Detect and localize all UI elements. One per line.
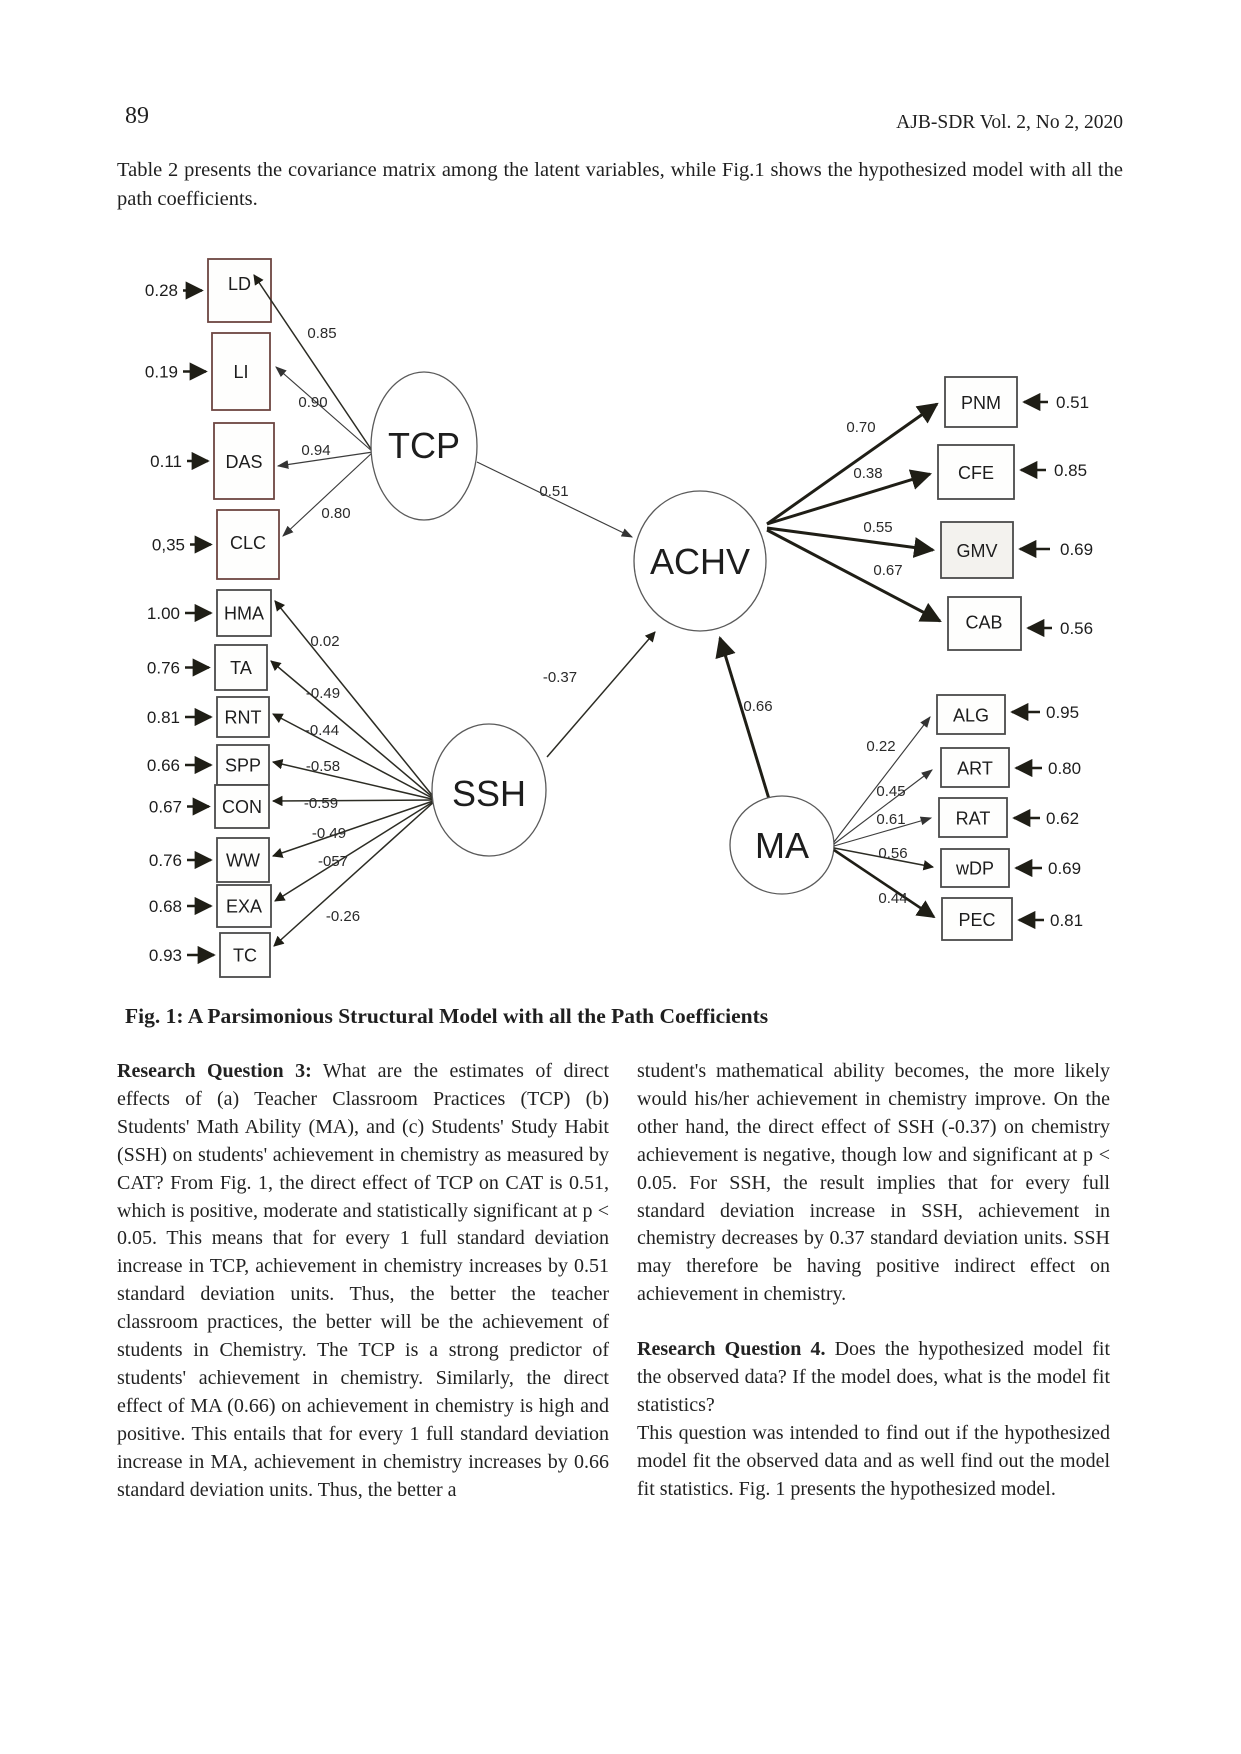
wdp-error-value: 0.69 bbox=[1048, 859, 1082, 878]
indicator-li bbox=[145, 333, 270, 410]
indicator-ww bbox=[149, 838, 269, 882]
tcp-das-loading: 0.94 bbox=[301, 442, 331, 459]
clc-error-value: 0,35 bbox=[151, 535, 185, 555]
indicator-exa bbox=[149, 885, 271, 927]
right-text-column bbox=[637, 1058, 1110, 1504]
gmv-error-value: 0.69 bbox=[1060, 540, 1094, 559]
ssh-latent-label: SSH bbox=[451, 773, 527, 814]
ssh-ta-line bbox=[271, 661, 436, 800]
spp-label: SPP bbox=[224, 755, 262, 776]
ssh-hma-line bbox=[275, 601, 436, 800]
rq4-text2: This question was intended to find out if the hypothesized model fit the observed data and as well find out the model fit statistics. Fig. 1 presents the hypothesized model. bbox=[637, 1421, 1110, 1500]
tc-label: TC bbox=[233, 945, 257, 966]
rq4-paragraph bbox=[637, 1336, 1110, 1503]
figure-caption: Fig. 1: A Parsimonious Structural Model with all the Path Coefficients bbox=[125, 1004, 769, 1028]
ssh-achv-path bbox=[547, 632, 655, 757]
pnm-label: PNM bbox=[961, 393, 1001, 413]
ssh-tc-loading: -0.26 bbox=[325, 908, 361, 925]
tcp-ld-loading: 0.85 bbox=[307, 325, 337, 342]
achv-cfe-line bbox=[767, 474, 930, 524]
gmv-label: GMV bbox=[956, 541, 998, 561]
li-error-value: 0.19 bbox=[144, 362, 178, 382]
cab-error-value: 0.56 bbox=[1060, 619, 1094, 638]
ssh-indicators bbox=[147, 590, 271, 977]
ma-indicators bbox=[834, 695, 1083, 940]
achv-cab-loading: 0.67 bbox=[873, 562, 903, 579]
hma-error-value: 1.00 bbox=[146, 604, 180, 623]
ma-achv-path bbox=[720, 638, 769, 799]
clc-label: CLC bbox=[229, 533, 267, 553]
pec-label: PEC bbox=[958, 910, 996, 930]
ma-latent-label: MA bbox=[755, 825, 809, 866]
cfe-label: CFE bbox=[958, 463, 994, 483]
ld-error-value: 0.28 bbox=[144, 281, 178, 300]
ma-rat-loading: 0.61 bbox=[876, 811, 906, 828]
li-label: LI bbox=[233, 362, 249, 382]
ssh-discussion-paragraph: student's mathematical ability becomes, the more likely would his/her achievement in chemistry improve. On the other hand, the direct effect of SSH (-0.37) on chemistry achievement is negative, though low and significant at p < 0.05. For SSH, the result implies that for every full standard deviation increase in SSH, achievement in chemistry decreases by 0.37 standard deviation units. SSH may therefore be having positive indirect effect on achievement in chemistry. bbox=[637, 1060, 1110, 1306]
ssh-con-line bbox=[273, 800, 436, 801]
achv-cab-line bbox=[767, 530, 940, 621]
page-number: 89 bbox=[125, 103, 149, 129]
tcp-clc-loading: 0.80 bbox=[321, 505, 351, 522]
rq4-text: Does the hypothesized model fit the observed data? If the model does, what is the model fit statistics? bbox=[637, 1338, 1110, 1416]
ssh-exa-line bbox=[275, 800, 436, 901]
left-text-column bbox=[117, 1058, 609, 1505]
con-error-value: 0.67 bbox=[148, 797, 182, 817]
wdp-label: wDP bbox=[955, 858, 995, 879]
alg-label: ALG bbox=[952, 705, 990, 726]
rq3-paragraph bbox=[117, 1058, 609, 1505]
das-error-value: 0.11 bbox=[150, 452, 182, 471]
indicator-das bbox=[150, 423, 274, 499]
con-label: CON bbox=[222, 797, 262, 817]
indicator-con bbox=[149, 785, 269, 828]
ssh-rnt-loading: -0.44 bbox=[304, 722, 340, 739]
rat-error-value: 0.62 bbox=[1046, 809, 1080, 828]
ssh-spp-loading: -0.58 bbox=[305, 758, 341, 775]
indicator-spp bbox=[147, 745, 269, 785]
spp-error-value: 0.66 bbox=[146, 756, 180, 775]
hma-label: HMA bbox=[224, 603, 264, 624]
achv-gmv-loading: 0.55 bbox=[863, 519, 893, 536]
tcp-achv-coefficient: 0.51 bbox=[539, 483, 569, 500]
intro-paragraph: Table 2 presents the covariance matrix among the latent variables, while Fig.1 shows the hypothesized model with all the path coefficients. bbox=[117, 159, 1123, 210]
ww-label: WW bbox=[226, 850, 260, 871]
ssh-ta-loading: -0.49 bbox=[305, 685, 341, 702]
ma-achv-coefficient: 0.66 bbox=[743, 698, 773, 715]
cfe-error-value: 0.85 bbox=[1054, 461, 1088, 480]
art-error-value: 0.80 bbox=[1048, 759, 1082, 778]
achv-indicators bbox=[767, 377, 1093, 650]
achv-gmv-line bbox=[767, 528, 933, 550]
cab-label: CAB bbox=[965, 612, 1003, 633]
achv-cfe-loading: 0.38 bbox=[853, 465, 883, 482]
ma-pec-loading: 0.44 bbox=[878, 890, 908, 907]
tcp-li-loading: 0.90 bbox=[298, 394, 328, 411]
ssh-exa-loading: -057 bbox=[317, 853, 349, 870]
ta-error-value: 0.76 bbox=[146, 658, 180, 678]
tcp-indicators bbox=[145, 259, 279, 579]
pec-error-value: 0.81 bbox=[1050, 911, 1084, 930]
latent-variables bbox=[371, 372, 834, 894]
indicator-ld bbox=[145, 259, 271, 322]
rq3-heading: Research Question 3: bbox=[117, 1060, 312, 1082]
rnt-error-value: 0.81 bbox=[146, 708, 180, 727]
ssh-spp-line bbox=[273, 762, 436, 800]
tcp-clc-line bbox=[283, 452, 373, 536]
alg-error-value: 0.95 bbox=[1046, 703, 1080, 722]
ma-art-line bbox=[834, 770, 932, 844]
rat-label: RAT bbox=[955, 808, 991, 829]
rq3-text: What are the estimates of direct effects of (a) Teacher Classroom Practices (TCP) (b) Students' Math Ability (MA), and (c) Students' Study Habit (SSH) on students' achievement in chemistry as measured by CAT? From Fig. 1, the direct effect of TCP on CAT is 0.51, which is positive, moderate and statistically significant at p < 0.05. This means that for every 1 full standard deviation increase in TCP, achievement in chemistry increases by 0.51 standard deviation units. Thus, the better the teacher classroom practices, the better will be the achievement of students in Chemistry. The TCP is a strong predictor of students' achievement in chemistry. Similarly, the direct effect of MA (0.66) on achievement in chemistry is high and positive. This entails that for every 1 full standard deviation increase in MA, achievement in chemistry increases by 0.66 standard deviation units. Thus, the better a bbox=[117, 1060, 609, 1501]
ssh-con-loading: -0.59 bbox=[303, 795, 339, 812]
pnm-error-value: 0.51 bbox=[1056, 393, 1090, 412]
achv-pnm-loading: 0.70 bbox=[846, 419, 876, 436]
rnt-label: RNT bbox=[224, 707, 262, 728]
ta-label: TA bbox=[230, 658, 252, 678]
ssh-rnt-line bbox=[273, 714, 436, 800]
ssh-loadings bbox=[271, 601, 436, 946]
tc-error-value: 0.93 bbox=[148, 946, 182, 965]
indicator-ta bbox=[147, 645, 267, 690]
ssh-ww-line bbox=[273, 800, 436, 856]
indicator-tc bbox=[149, 933, 270, 977]
rq4-heading: Research Question 4. bbox=[637, 1338, 826, 1361]
ld-label: LD bbox=[227, 274, 252, 294]
art-label: ART bbox=[957, 758, 993, 779]
indicator-rnt bbox=[147, 697, 269, 737]
tcp-latent-label: TCP bbox=[388, 425, 460, 466]
indicator-hma bbox=[147, 590, 271, 636]
journal-reference: AJB-SDR Vol. 2, No 2, 2020 bbox=[896, 112, 1123, 133]
ma-alg-loading: 0.22 bbox=[866, 738, 896, 755]
ssh-ww-loading: -0.49 bbox=[311, 825, 347, 842]
ssh-hma-loading: 0.02 bbox=[310, 633, 340, 650]
ww-error-value: 0.76 bbox=[148, 851, 182, 870]
ma-art-loading: 0.45 bbox=[876, 783, 906, 800]
exa-error-value: 0.68 bbox=[148, 897, 182, 916]
ma-wdp-loading: 0.56 bbox=[878, 845, 908, 862]
exa-label: EXA bbox=[225, 896, 263, 917]
das-label: DAS bbox=[225, 452, 263, 472]
ssh-achv-coefficient: -0.37 bbox=[542, 669, 578, 686]
indicator-clc bbox=[152, 510, 279, 579]
achv-latent-label: ACHV bbox=[649, 541, 751, 582]
